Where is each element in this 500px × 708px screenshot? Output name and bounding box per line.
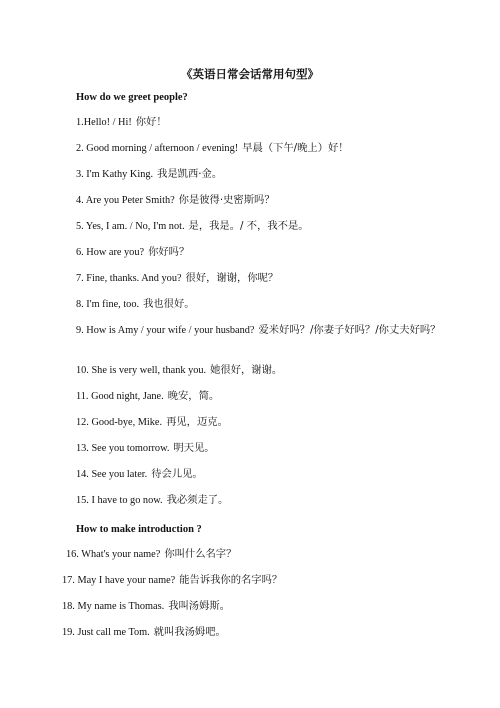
sentence-line: 7. Fine, thanks. And you? 很好，谢谢，你呢？ [76, 272, 279, 284]
sentence-line: 11. Good night, Jane. 晚安，简。 [76, 390, 220, 402]
sentence-line: 2. Good morning / afternoon / evening! 早晨（下午/晚上）好！ [76, 142, 349, 154]
sentence-line: 10. She is very well, thank you. 她很好，谢谢。 [76, 364, 283, 376]
section-heading-greet: How do we greet people? [76, 92, 188, 103]
sentence-line: 12. Good-bye, Mike. 再见，迈克。 [76, 416, 228, 428]
sentence-line: 8. I'm fine, too. 我也很好。 [76, 298, 195, 310]
sentence-line: 3. I'm Kathy King. 我是凯西·金。 [76, 168, 223, 180]
document-title: 《英语日常会话常用句型》 [181, 69, 319, 81]
sentence-line: 16. What's your name? 你叫什么名字？ [66, 548, 237, 560]
sentence-line: 17. May I have your name? 能告诉我你的名字吗？ [62, 574, 283, 586]
section-heading-introduction: How to make introduction ? [76, 524, 202, 535]
sentence-line: 19. Just call me Tom. 就叫我汤姆吧。 [62, 626, 226, 638]
sentence-line: 15. I have to go now. 我必须走了。 [76, 494, 229, 506]
sentence-line: 9. How is Amy / your wife / your husband? 爱米好吗？/你妻子好吗？/你丈夫好吗？ [76, 324, 441, 336]
sentence-line: 13. See you tomorrow. 明天见。 [76, 442, 215, 454]
sentence-line: 6. How are you? 你好吗？ [76, 246, 190, 258]
sentence-line: 18. My name is Thomas. 我叫汤姆斯。 [62, 600, 230, 612]
sentence-line: 4. Are you Peter Smith? 你是彼得·史密斯吗？ [76, 194, 275, 206]
sentence-line: 1.Hello! / Hi! 你好！ [76, 116, 167, 128]
sentence-line: 5. Yes, I am. / No, I'm not. 是，我是。/ 不，我不是。 [76, 220, 309, 232]
sentence-line: 14. See you later. 待会儿见。 [76, 468, 203, 480]
